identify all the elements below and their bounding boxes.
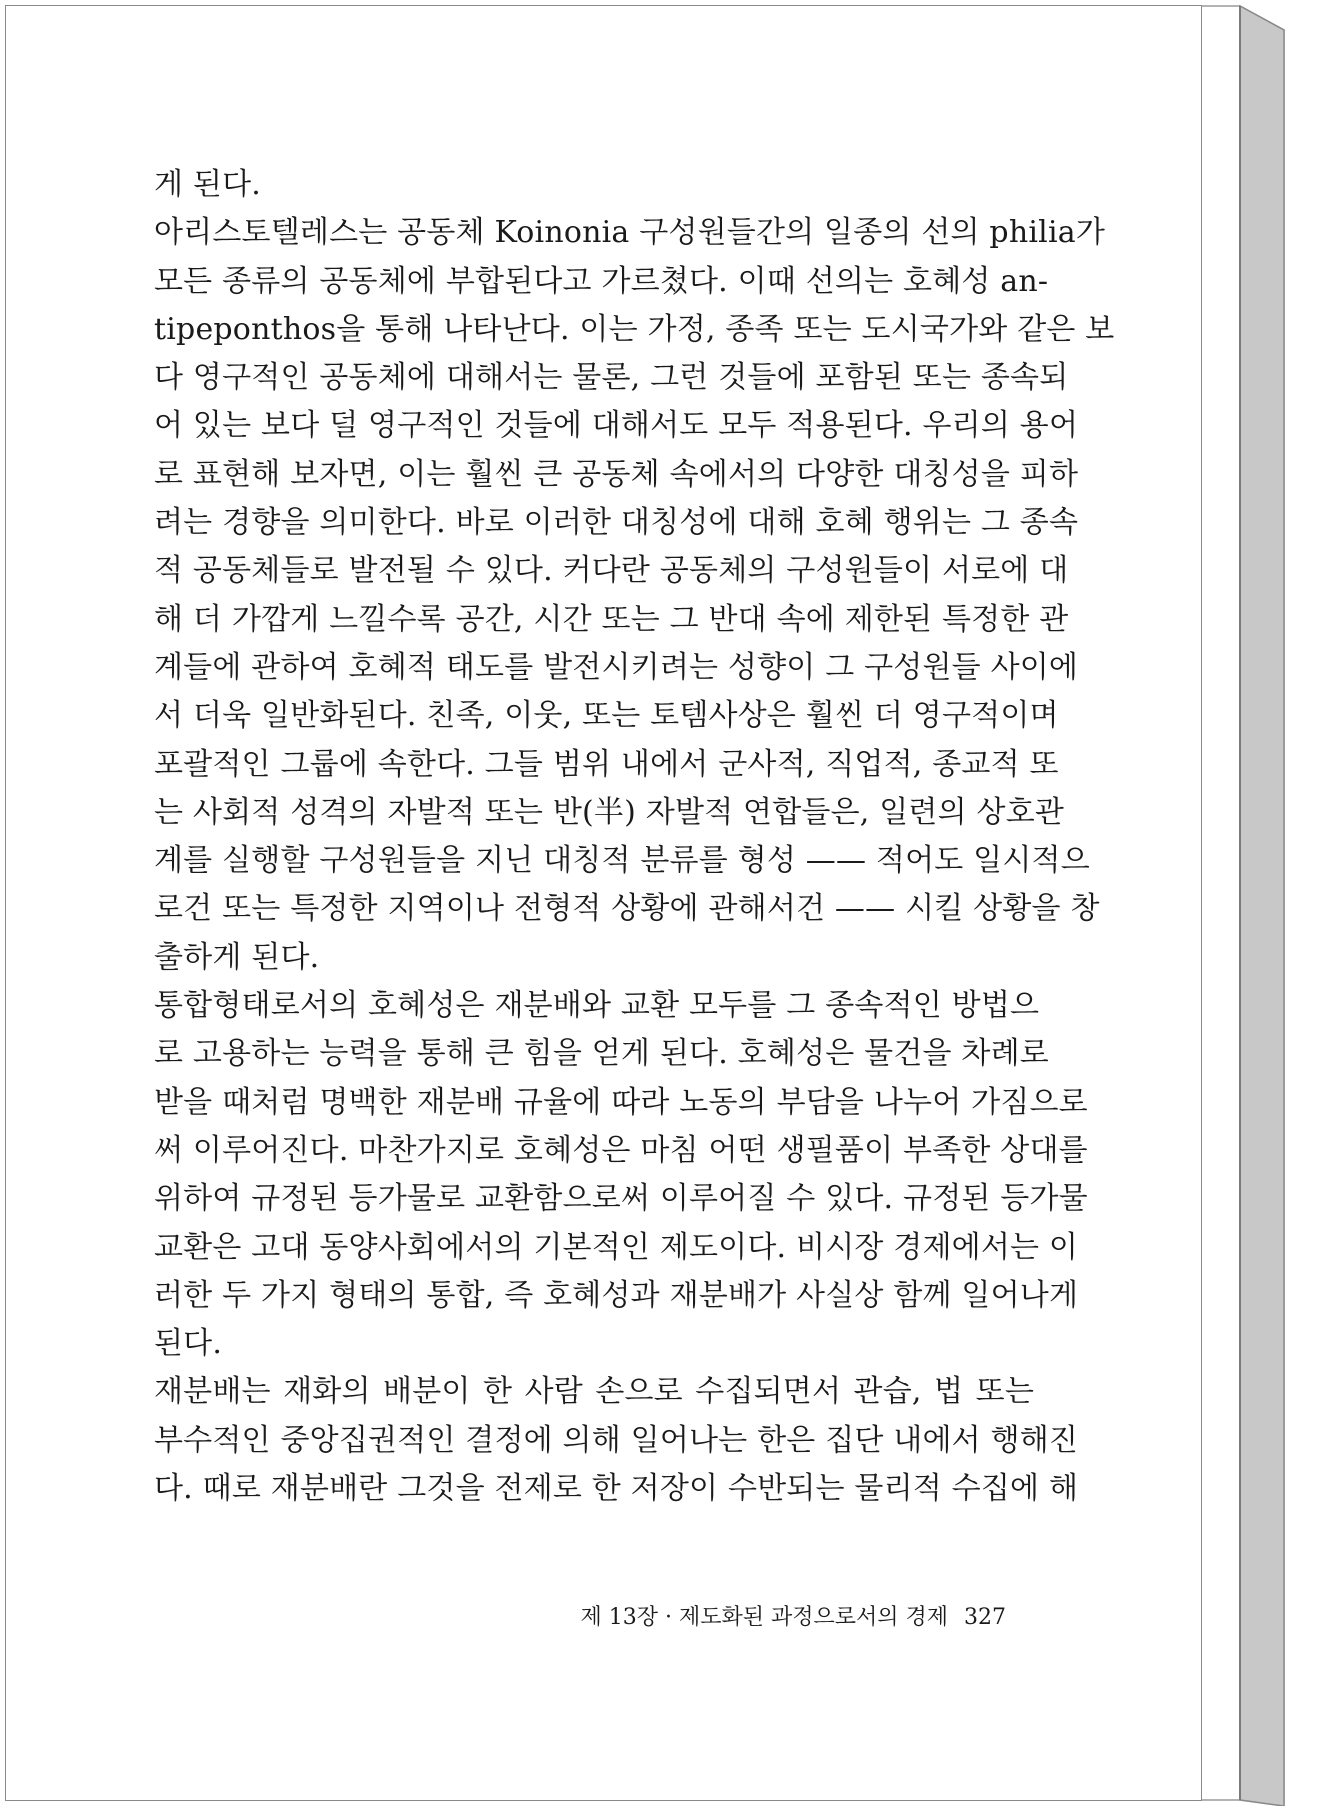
text-line: 아리스토텔레스는 공동체 Koinonia 구성원들간의 일종의 선의 philia가 — [154, 215, 1105, 251]
text-line: 로 고용하는 능력을 통해 큰 힘을 얻게 된다. 호혜성은 물건을 차례로 — [154, 1036, 1049, 1072]
text-line: 계를 실행할 구성원들을 지닌 대칭적 분류를 형성 —— 적어도 일시적으 — [154, 843, 1090, 879]
text-line: 부수적인 중앙집권적인 결정에 의해 일어나는 한은 집단 내에서 행해진 — [154, 1422, 1079, 1458]
page-number: 327 — [964, 1605, 1006, 1630]
text-line: 재분배는 재화의 배분이 한 사람 손으로 수집되면서 관습, 법 또는 — [154, 1374, 1034, 1410]
text-line: 서 더욱 일반화된다. 친족, 이웃, 또는 토템사상은 훨씬 더 영구적이며 — [154, 698, 1059, 734]
text-line: 포괄적인 그룹에 속한다. 그들 범위 내에서 군사적, 직업적, 종교적 또 — [154, 746, 1059, 782]
body-text — [154, 161, 1115, 1513]
book-page — [5, 5, 1202, 1801]
text-line: 다 영구적인 공동체에 대해서는 물론, 그런 것들에 포함된 또는 종속되 — [154, 360, 1069, 396]
text-line: 된다. — [154, 1326, 223, 1362]
text-line: 게 된다. — [154, 167, 262, 202]
page-edge-shadow — [1196, 0, 1326, 1806]
text-line: 다. 때로 재분배란 그것을 전제로 한 저장이 수반되는 물리적 수집에 해 — [154, 1471, 1079, 1507]
text-line: 로 표현해 보자면, 이는 훨씬 큰 공동체 속에서의 다양한 대칭성을 피하 — [154, 456, 1079, 492]
text-line: 받을 때처럼 명백한 재분배 규율에 따라 노동의 부담을 나누어 가짐으로 — [154, 1084, 1088, 1120]
chapter-title: 제 13장 · 제도화된 과정으로서의 경제 — [580, 1605, 948, 1630]
text-line: 출하게 된다. — [154, 939, 320, 975]
text-line: 적 공동체들로 발전될 수 있다. 커다란 공동체의 구성원들이 서로에 대 — [154, 553, 1069, 589]
text-line: 교환은 고대 동양사회에서의 기본적인 제도이다. 비시장 경제에서는 이 — [154, 1229, 1079, 1265]
running-footer — [546, 1600, 1006, 1631]
text-line: 러한 두 가지 형태의 통합, 즉 호혜성과 재분배가 사실상 함께 일어나게 — [154, 1277, 1079, 1313]
text-line: 통합형태로서의 호혜성은 재분배와 교환 모두를 그 종속적인 방법으 — [154, 988, 1040, 1024]
text-line: 는 사회적 성격의 자발적 또는 반(半) 자발적 연합들은, 일련의 상호관 — [154, 794, 1065, 830]
text-line: 려는 경향을 의미한다. 바로 이러한 대칭성에 대해 호혜 행위는 그 종속 — [154, 505, 1079, 541]
text-line: 써 이루어진다. 마찬가지로 호혜성은 마침 어떤 생필품이 부족한 상대를 — [154, 1132, 1088, 1168]
text-line: 위하여 규정된 등가물로 교환함으로써 이루어질 수 있다. 규정된 등가물 — [154, 1181, 1088, 1217]
text-line: tipeponthos을 통해 나타난다. 이는 가정, 종족 또는 도시국가와 같은 보 — [154, 311, 1115, 347]
text-line: 모든 종류의 공동체에 부합된다고 가르쳤다. 이때 선의는 호혜성 an- — [154, 263, 1049, 299]
text-line: 로건 또는 특정한 지역이나 전형적 상황에 관해서건 —— 시킬 상황을 창 — [154, 891, 1100, 927]
text-line: 어 있는 보다 덜 영구적인 것들에 대해서도 모두 적용된다. 우리의 용어 — [154, 408, 1079, 444]
text-line: 계들에 관하여 호혜적 태도를 발전시키려는 성향이 그 구성원들 사이에 — [154, 649, 1079, 685]
text-line: 해 더 가깝게 느낄수록 공간, 시간 또는 그 반대 속에 제한된 특정한 관 — [154, 601, 1069, 637]
